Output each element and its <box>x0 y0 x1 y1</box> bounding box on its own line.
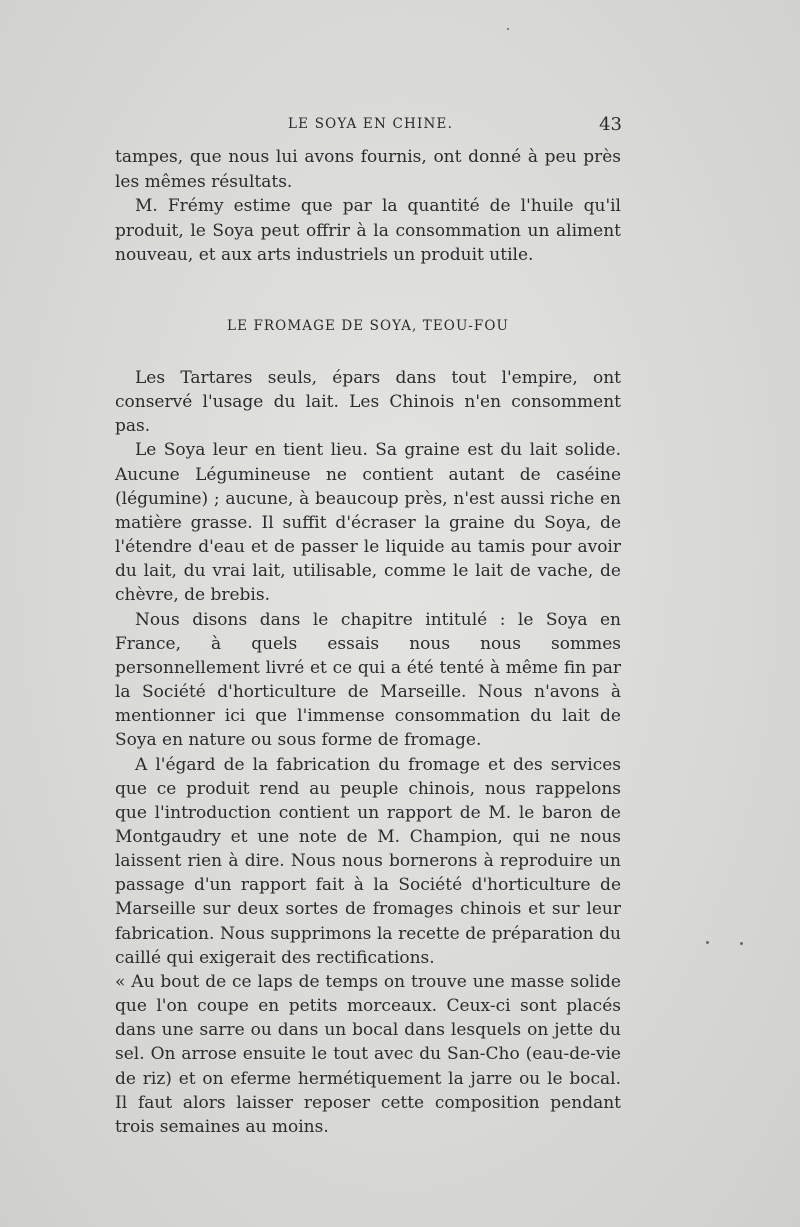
paragraph: Les Tartares seuls, épars dans tout l'empire, ont conservé l'usage du lait. Les Chinois n'en consomment pas. <box>115 368 621 437</box>
paper-speck <box>740 942 743 945</box>
section-text <box>115 366 621 1139</box>
paper-speck <box>507 28 509 30</box>
paragraph: Le Soya leur en tient lieu. Sa graine est du lait solide. Aucune Légumineuse ne contient autant de caséine (légumine) ; aucune, à beaucoup près, n'est aussi riche en matière grasse. Il suffit d'écraser la graine du Soya, de l'étendre d'eau et de passer le liquide au tamis pour avoir du lait, du vrai lait, utilisable, comme le lait de vache, de chèvre, de brebis. <box>115 440 621 606</box>
running-head <box>115 116 625 138</box>
intro-text <box>115 145 621 268</box>
running-title: LE SOYA EN CHINE. <box>288 116 454 132</box>
paragraph: « Au bout de ce laps de temps on trouve une masse solide que l'on coupe en petits morceaux. Ceux-ci sont placés dans une sarre ou dans un bocal dans lesquels on jette du sel. On arrose ensuite le tout avec du San-Cho (eau-de-vie de riz) et on eferme hermétiquement la jarre ou le bocal. Il faut alors laisser reposer cette composition pendant trois semaines au moins. <box>115 971 621 1137</box>
page-number: 43 <box>599 114 622 135</box>
section-heading: LE FROMAGE DE SOYA, TEOU-FOU <box>227 318 509 334</box>
paper-speck <box>706 941 709 944</box>
paragraph: M. Frémy estime que par la quantité de l'huile qu'il produit, le Soya peut offrir à la consommation un aliment nouveau, et aux arts industriels un produit utile. <box>115 196 621 265</box>
paragraph: tampes, que nous lui avons fournis, ont donné à peu près les mêmes résultats. <box>115 147 621 192</box>
paragraph: A l'égard de la fabrication du fromage et des services que ce produit rend au peuple chinois, nous rappelons que l'introduction contient un rapport de M. le baron de Montgaudry et une note de M. Champion, qui ne nous laissent rien à dire. Nous nous bornerons à reproduire un passage d'un rapport fait à la Société d'horticulture de Marseille sur deux sortes de fromages chinois et sur leur fabrication. Nous supprimons la recette de préparation du caillé qui exigerait des rectifications. <box>115 754 621 968</box>
paragraph: Nous disons dans le chapitre intitulé : le Soya en France, à quels essais nous nous sommes personnellement livré et ce qui a été tenté à même fin par la Société d'horticulture de Marseille. Nous n'avons à mentionner ici que l'immense consommation du lait de Soya en nature ou sous forme de fromage. <box>115 609 621 751</box>
